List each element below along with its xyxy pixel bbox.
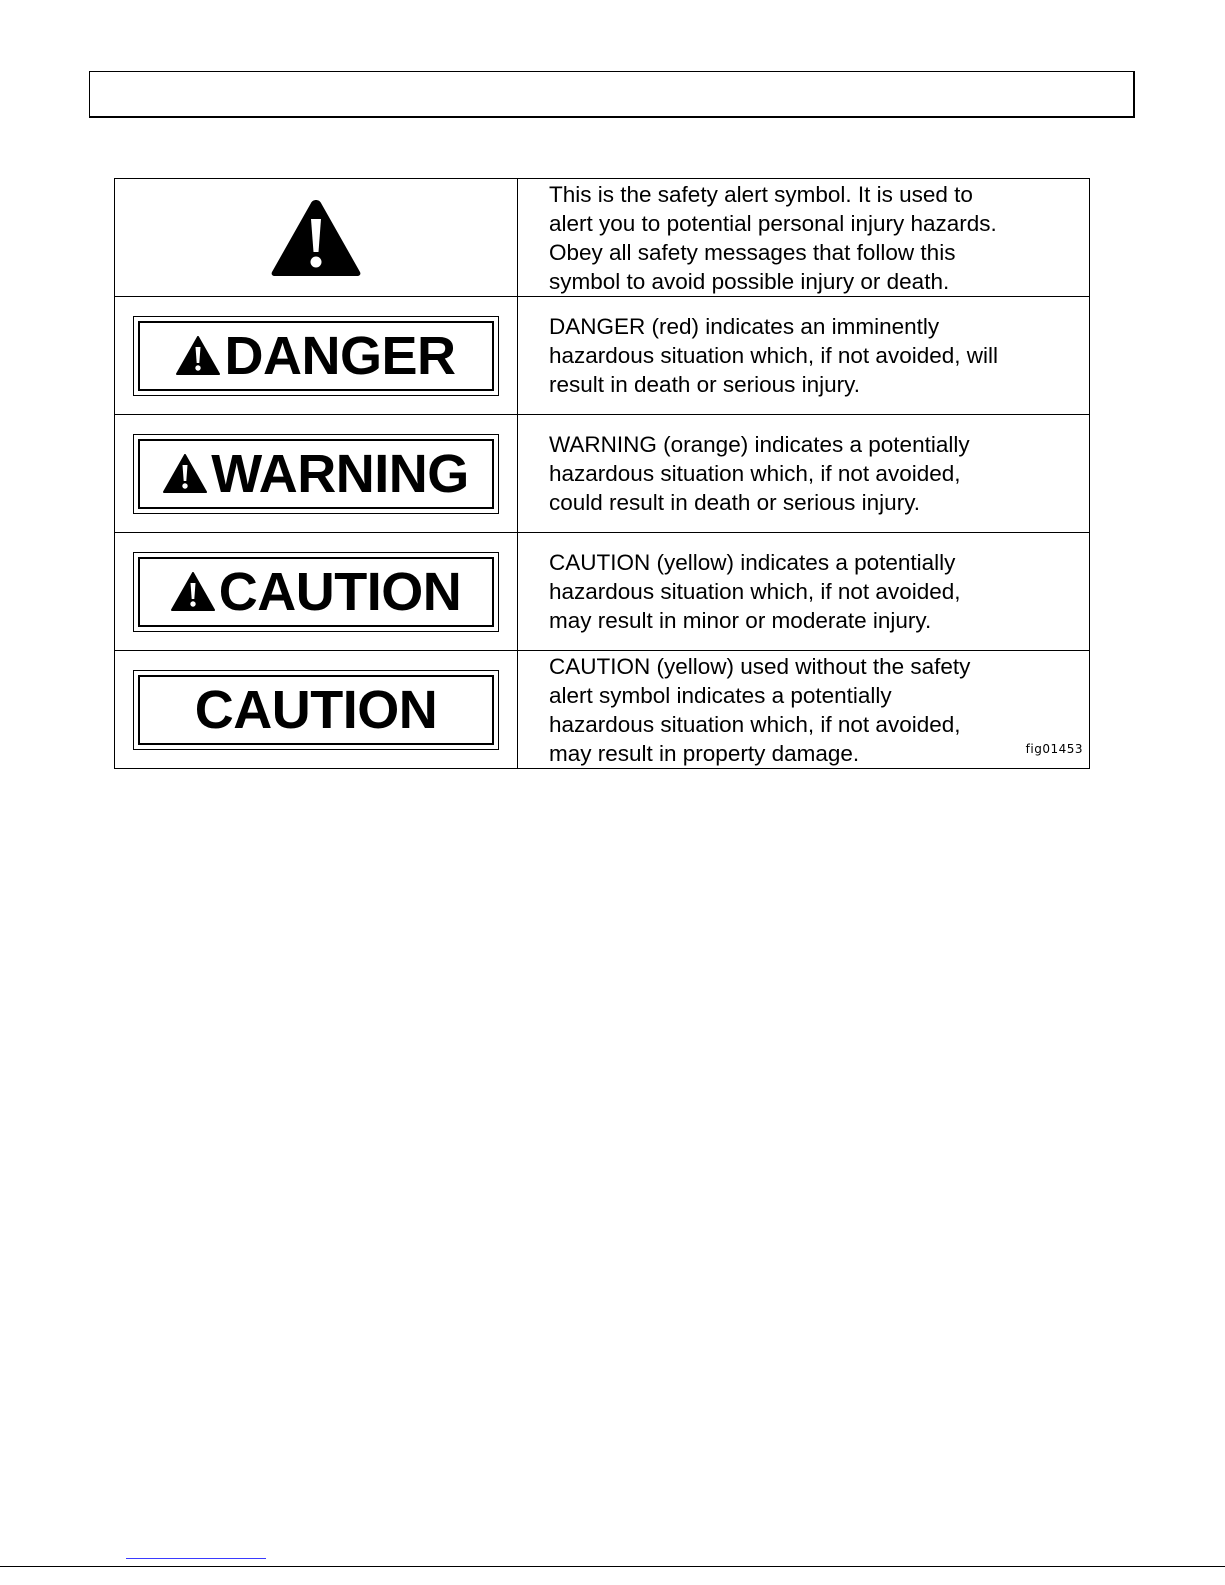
- caution-sign: [133, 552, 499, 632]
- safety-alert-icon: [171, 572, 215, 612]
- safety-alert-icon: [270, 198, 362, 278]
- table-row: [115, 651, 1090, 769]
- signal-word-warning: WARNING: [211, 444, 469, 504]
- warning-sign: [133, 434, 499, 514]
- symbol-cell: [115, 415, 518, 533]
- table-row: [115, 179, 1090, 297]
- description-cell: [518, 415, 1090, 533]
- danger-sign: [133, 316, 499, 396]
- signal-word-caution: CAUTION: [218, 562, 462, 622]
- description-line: CAUTION (yellow) indicates a potentially: [549, 550, 956, 575]
- symbol-cell: [115, 533, 518, 651]
- table-row: [115, 297, 1090, 415]
- description-line: symbol to avoid possible injury or death.: [549, 268, 950, 294]
- description-line: DANGER (red) indicates an imminently: [549, 314, 940, 339]
- signal-word-caution: CAUTION: [194, 680, 438, 740]
- description-cell: [518, 297, 1090, 415]
- description-cell: [518, 651, 1090, 769]
- description-line: result in death or serious injury.: [549, 372, 860, 397]
- description-line: alert symbol indicates a potentially: [549, 682, 892, 708]
- description-line: CAUTION (yellow) used without the safety: [549, 653, 971, 679]
- description-line: hazardous situation which, if not avoided,: [549, 579, 961, 604]
- symbol-cell: [115, 179, 518, 297]
- footer-link-underline[interactable]: [126, 1558, 266, 1559]
- description-line: Obey all safety messages that follow this: [549, 239, 956, 265]
- description-cell: [518, 533, 1090, 651]
- table-row: [115, 415, 1090, 533]
- description-line: hazardous situation which, if not avoided,: [549, 711, 961, 737]
- caution-sign-no-symbol: [133, 670, 499, 750]
- description-line: could result in death or serious injury.: [549, 490, 921, 515]
- description-line: may result in property damage.: [549, 740, 860, 766]
- description-line: WARNING (orange) indicates a potentially: [549, 432, 970, 457]
- description-line: hazardous situation which, if not avoided, will: [549, 343, 999, 368]
- footer-rule: [0, 1566, 1225, 1567]
- safety-message-table: [114, 178, 1090, 769]
- description-line: may result in minor or moderate injury.: [549, 608, 932, 633]
- table-row: [115, 533, 1090, 651]
- description-line: This is the safety alert symbol. It is used to: [549, 181, 973, 207]
- header-box: [89, 71, 1135, 118]
- figure-label: fig01453: [1025, 742, 1083, 756]
- description-line: alert you to potential personal injury hazards.: [549, 210, 997, 236]
- symbol-cell: [115, 297, 518, 415]
- symbol-cell: [115, 651, 518, 769]
- description-line: hazardous situation which, if not avoided,: [549, 461, 961, 486]
- safety-alert-icon: [176, 336, 220, 376]
- signal-word-danger: DANGER: [224, 326, 456, 386]
- safety-alert-icon: [163, 454, 207, 494]
- description-cell: [518, 179, 1090, 297]
